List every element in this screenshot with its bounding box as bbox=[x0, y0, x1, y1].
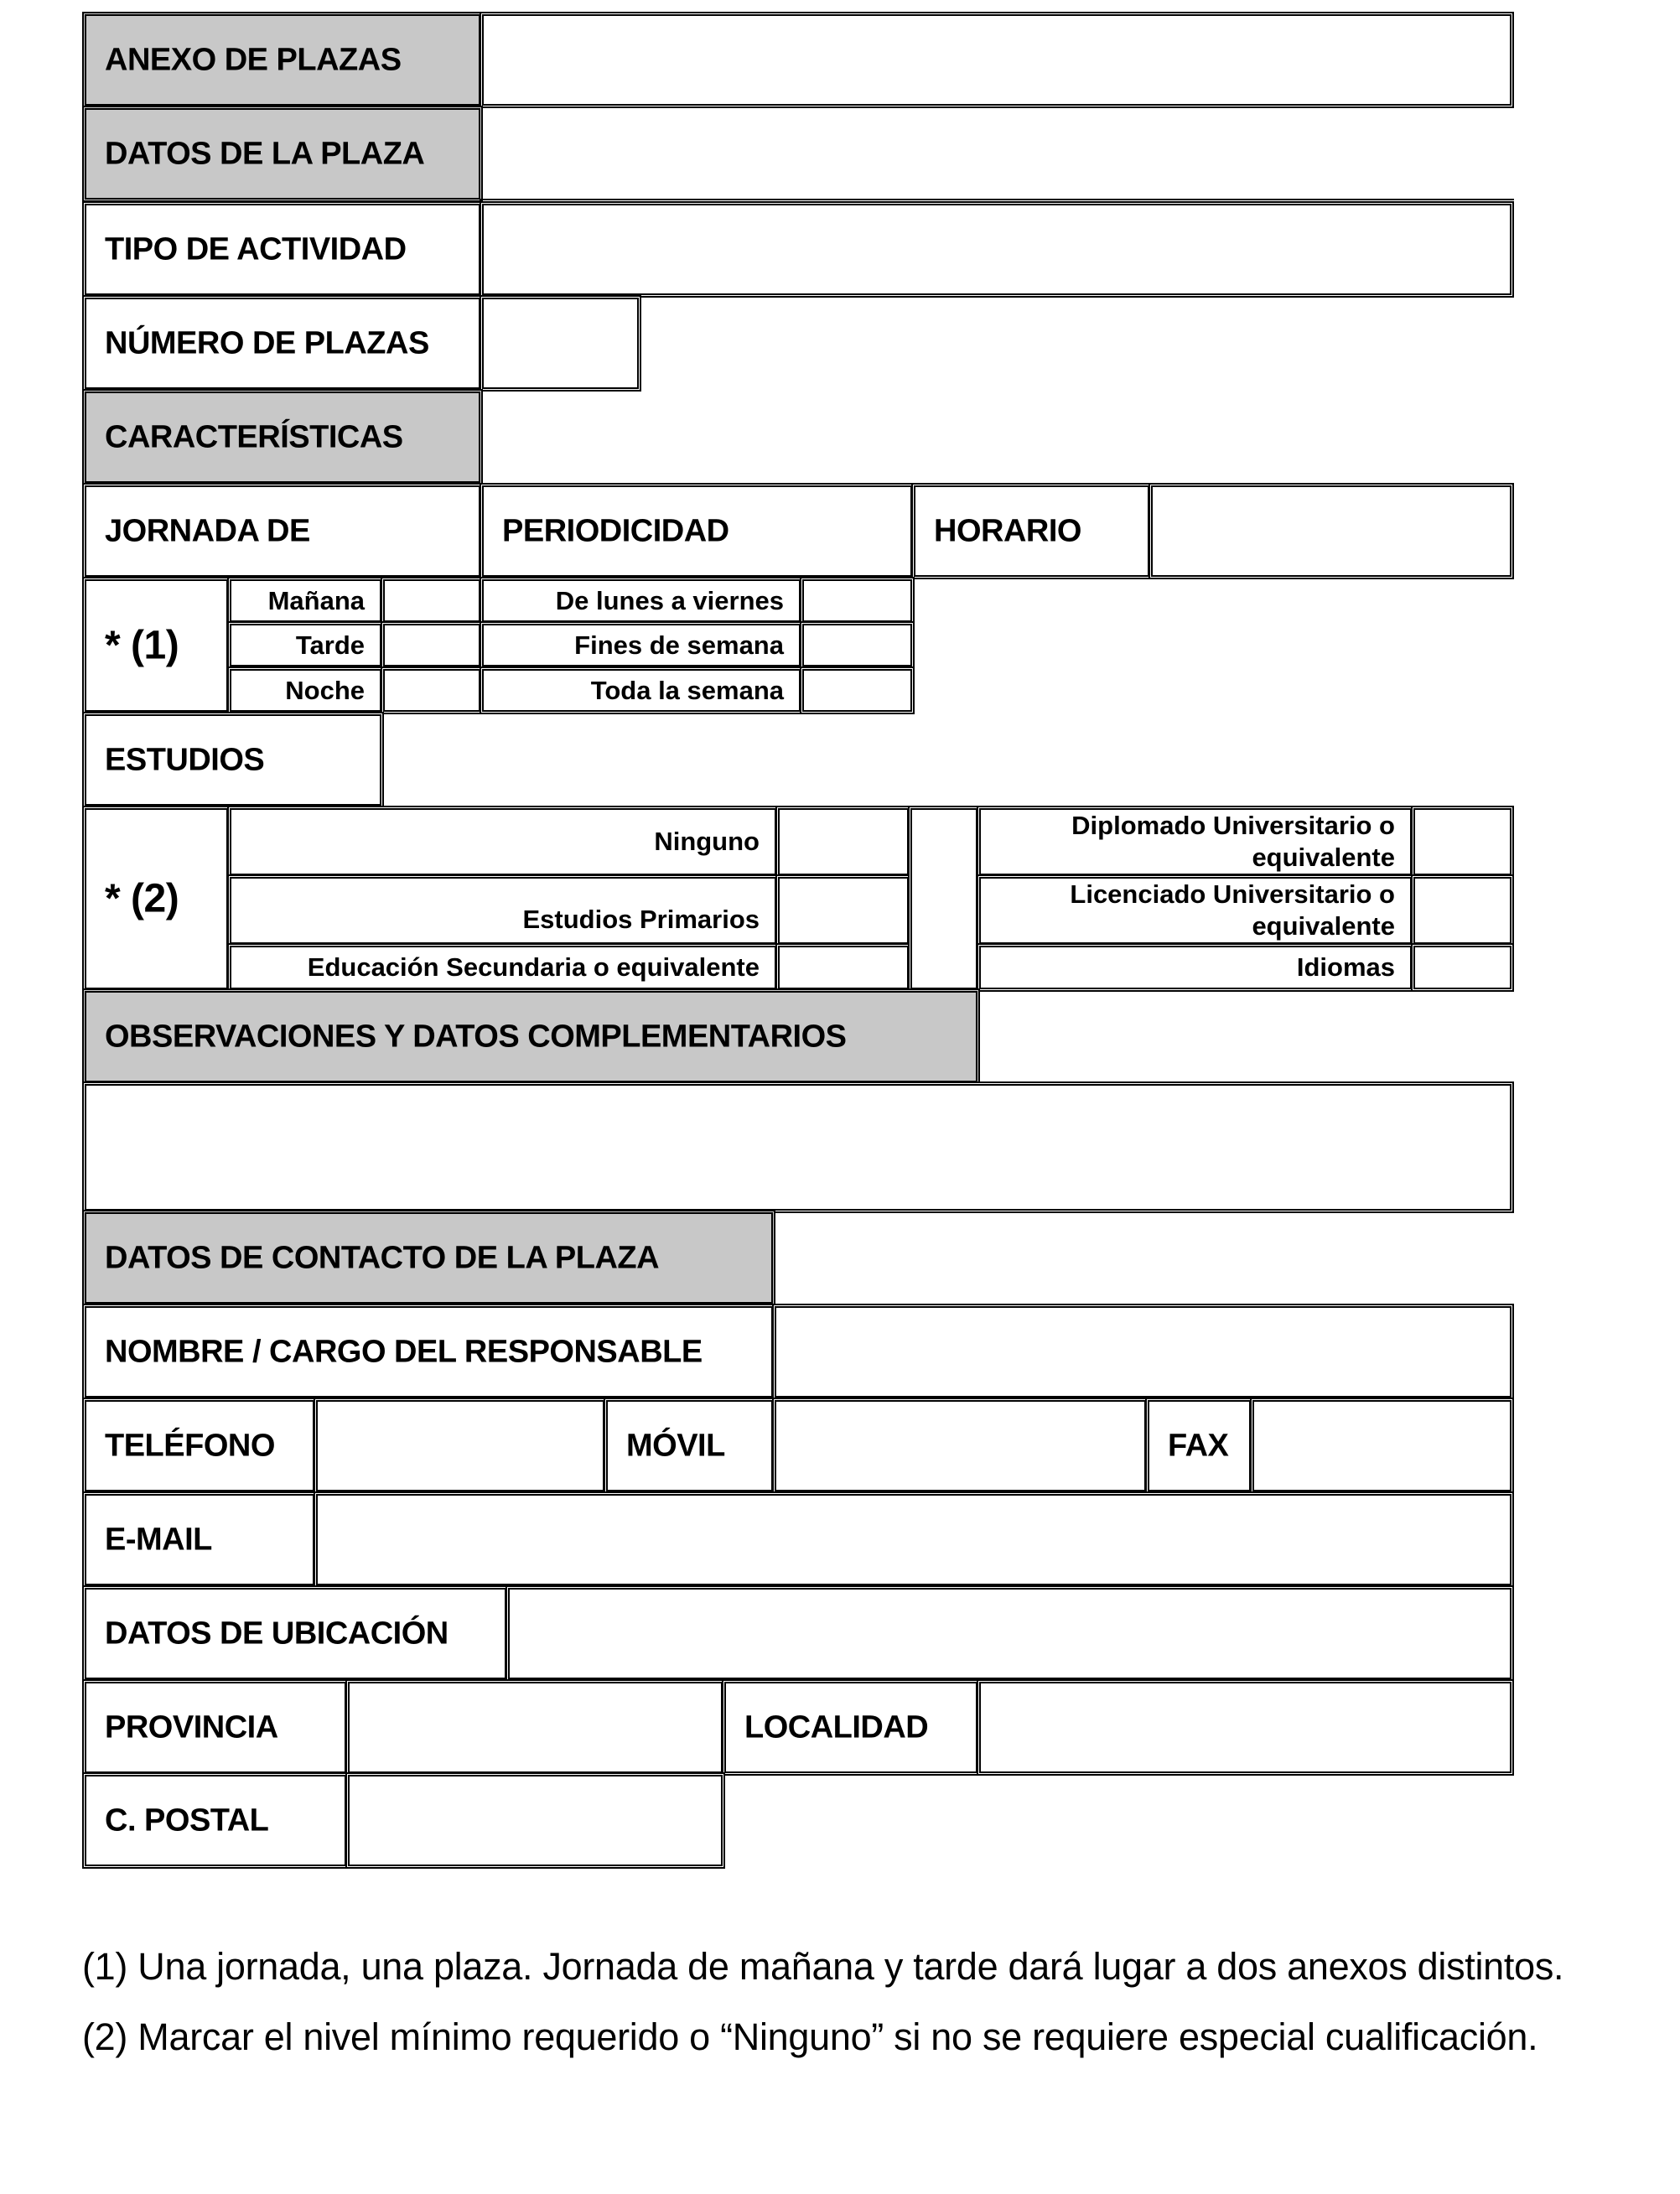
fax-label: FAX bbox=[1168, 1428, 1229, 1463]
datos-contacto-header bbox=[82, 1210, 775, 1306]
datos-de-la-plaza-header bbox=[82, 106, 483, 202]
anexo-de-plazas-field[interactable] bbox=[480, 12, 1514, 108]
estudios-checkbox-idiomas[interactable] bbox=[1411, 943, 1514, 992]
c-postal-cell bbox=[82, 1772, 349, 1869]
horario-label: HORARIO bbox=[934, 513, 1081, 548]
numero-de-plazas-field[interactable] bbox=[480, 295, 641, 392]
estudios-label: ESTUDIOS bbox=[105, 742, 265, 777]
fax-input[interactable] bbox=[1254, 1402, 1510, 1490]
localidad-field[interactable] bbox=[977, 1679, 1514, 1776]
ref2-cell bbox=[82, 806, 231, 992]
estudios-checkbox-diplomado[interactable] bbox=[1411, 806, 1514, 878]
estudios-option-label-multiline bbox=[1071, 810, 1395, 874]
estudios-option-line2: equivalente bbox=[1252, 911, 1395, 941]
estudios-checkbox-primarios[interactable] bbox=[775, 874, 911, 947]
provincia-input[interactable] bbox=[350, 1683, 721, 1771]
movil-label: MÓVIL bbox=[626, 1428, 725, 1463]
estudios-option-label: Estudios Primarios bbox=[522, 905, 760, 934]
estudios-option-label: Idiomas bbox=[1296, 952, 1395, 982]
periodicidad-option-label: De lunes a viernes bbox=[555, 585, 784, 615]
horario-cell bbox=[911, 483, 1152, 579]
anexo-de-plazas-input[interactable] bbox=[484, 16, 1510, 104]
provincia-cell bbox=[82, 1679, 349, 1776]
anexo-de-plazas-label: ANEXO DE PLAZAS bbox=[105, 42, 402, 77]
telefono-field[interactable] bbox=[314, 1398, 607, 1494]
footnote-1: (1) Una jornada, una plaza. Jornada de mañana y tarde dará lugar a dos anexos distintos. bbox=[82, 1945, 1564, 1988]
tipo-de-actividad-label: TIPO DE ACTIVIDAD bbox=[105, 231, 407, 267]
jornada-option-label: Mañana bbox=[267, 585, 365, 615]
movil-cell bbox=[604, 1398, 775, 1494]
provincia-label: PROVINCIA bbox=[105, 1709, 278, 1745]
tipo-de-actividad-input[interactable] bbox=[484, 205, 1510, 293]
estudios-checkbox-licenciado[interactable] bbox=[1411, 874, 1514, 947]
tipo-de-actividad-cell bbox=[82, 201, 483, 298]
datos-de-la-plaza-label: DATOS DE LA PLAZA bbox=[105, 136, 425, 171]
jornada-checkbox-manana[interactable] bbox=[381, 577, 483, 625]
horario-input[interactable] bbox=[1153, 487, 1510, 575]
fax-field[interactable] bbox=[1250, 1398, 1514, 1494]
jornada-de-cell bbox=[82, 483, 483, 579]
periodicidad-checkbox-fines-semana[interactable] bbox=[800, 621, 915, 669]
ref2-label: * (2) bbox=[105, 876, 179, 921]
datos-ubicacion-field[interactable] bbox=[506, 1585, 1514, 1682]
periodicidad-option-fines-semana bbox=[480, 621, 803, 669]
estudios-option-line1: Licenciado Universitario o bbox=[1070, 879, 1395, 909]
email-cell bbox=[82, 1491, 317, 1588]
datos-ubicacion-label: DATOS DE UBICACIÓN bbox=[105, 1616, 449, 1651]
jornada-checkbox-noche[interactable] bbox=[381, 666, 483, 714]
numero-de-plazas-label: NÚMERO DE PLAZAS bbox=[105, 325, 429, 360]
observaciones-label: OBSERVACIONES Y DATOS COMPLEMENTARIOS bbox=[105, 1019, 847, 1054]
caracteristicas-label: CARACTERÍSTICAS bbox=[105, 419, 403, 454]
estudios-option-licenciado bbox=[977, 874, 1414, 947]
periodicidad-cell bbox=[480, 483, 915, 579]
footnote-2: (2) Marcar el nivel mínimo requerido o “Ninguno” si no se requiere especial cualificación. bbox=[82, 2015, 1538, 2058]
numero-de-plazas-cell bbox=[82, 295, 483, 392]
periodicidad-option-label: Toda la semana bbox=[590, 675, 784, 705]
c-postal-label: C. POSTAL bbox=[105, 1802, 269, 1838]
email-input[interactable] bbox=[318, 1496, 1510, 1584]
observaciones-input[interactable] bbox=[86, 1086, 1510, 1209]
observaciones-header bbox=[82, 988, 980, 1085]
localidad-input[interactable] bbox=[981, 1683, 1510, 1771]
horario-field[interactable] bbox=[1149, 483, 1514, 579]
movil-input[interactable] bbox=[776, 1402, 1144, 1490]
fax-cell bbox=[1145, 1398, 1253, 1494]
jornada-option-label: Noche bbox=[285, 675, 365, 705]
localidad-cell bbox=[722, 1679, 980, 1776]
telefono-cell bbox=[82, 1398, 317, 1494]
periodicidad-checkbox-toda-semana[interactable] bbox=[800, 666, 915, 714]
c-postal-input[interactable] bbox=[350, 1776, 721, 1865]
localidad-label: LOCALIDAD bbox=[744, 1709, 929, 1745]
email-label: E-MAIL bbox=[105, 1522, 212, 1557]
periodicidad-checkbox-lunes-viernes[interactable] bbox=[800, 577, 915, 625]
tipo-de-actividad-field[interactable] bbox=[480, 201, 1514, 298]
provincia-field[interactable] bbox=[345, 1679, 725, 1776]
nombre-cargo-cell bbox=[82, 1304, 775, 1400]
estudios-checkbox-ninguno[interactable] bbox=[775, 806, 911, 878]
estudios-option-label-multiline bbox=[1070, 879, 1395, 942]
ref1-label: * (1) bbox=[105, 623, 179, 668]
datos-ubicacion-cell bbox=[82, 1585, 509, 1682]
email-field[interactable] bbox=[314, 1491, 1514, 1588]
movil-field[interactable] bbox=[772, 1398, 1149, 1494]
estudios-cell bbox=[82, 712, 384, 808]
estudios-checkbox-secundaria[interactable] bbox=[775, 943, 911, 992]
estudios-option-ninguno bbox=[227, 806, 779, 878]
jornada-option-noche bbox=[227, 666, 384, 714]
telefono-input[interactable] bbox=[318, 1402, 603, 1490]
estudios-option-label: Ninguno bbox=[654, 827, 760, 856]
datos-contacto-label: DATOS DE CONTACTO DE LA PLAZA bbox=[105, 1240, 660, 1275]
c-postal-field[interactable] bbox=[345, 1772, 725, 1869]
datos-ubicacion-input[interactable] bbox=[510, 1590, 1510, 1678]
caracteristicas-header bbox=[82, 389, 483, 485]
estudios-option-primarios bbox=[227, 874, 779, 947]
anexo-de-plazas-header bbox=[82, 12, 483, 108]
jornada-checkbox-tarde[interactable] bbox=[381, 621, 483, 669]
periodicidad-option-label: Fines de semana bbox=[574, 630, 784, 660]
estudios-option-secundaria bbox=[227, 943, 779, 992]
estudios-separator-column bbox=[908, 806, 980, 992]
periodicidad-option-lunes-viernes bbox=[480, 577, 803, 625]
numero-de-plazas-input[interactable] bbox=[484, 299, 637, 387]
nombre-cargo-field[interactable] bbox=[772, 1304, 1514, 1400]
ref1-cell bbox=[82, 577, 231, 714]
observaciones-field[interactable] bbox=[82, 1081, 1514, 1213]
nombre-cargo-label: NOMBRE / CARGO DEL RESPONSABLE bbox=[105, 1334, 703, 1369]
jornada-option-tarde bbox=[227, 621, 384, 669]
telefono-label: TELÉFONO bbox=[105, 1428, 275, 1463]
jornada-de-label: JORNADA DE bbox=[105, 513, 310, 548]
estudios-option-line1: Diplomado Universitario o bbox=[1071, 811, 1395, 840]
estudios-option-line2: equivalente bbox=[1252, 843, 1395, 872]
estudios-option-diplomado bbox=[977, 806, 1414, 878]
periodicidad-label: PERIODICIDAD bbox=[502, 513, 729, 548]
periodicidad-option-toda-semana bbox=[480, 666, 803, 714]
jornada-option-manana bbox=[227, 577, 384, 625]
nombre-cargo-input[interactable] bbox=[776, 1308, 1510, 1396]
estudios-option-label: Educación Secundaria o equivalente bbox=[307, 952, 760, 982]
estudios-option-idiomas bbox=[977, 943, 1414, 992]
jornada-option-label: Tarde bbox=[295, 630, 365, 660]
